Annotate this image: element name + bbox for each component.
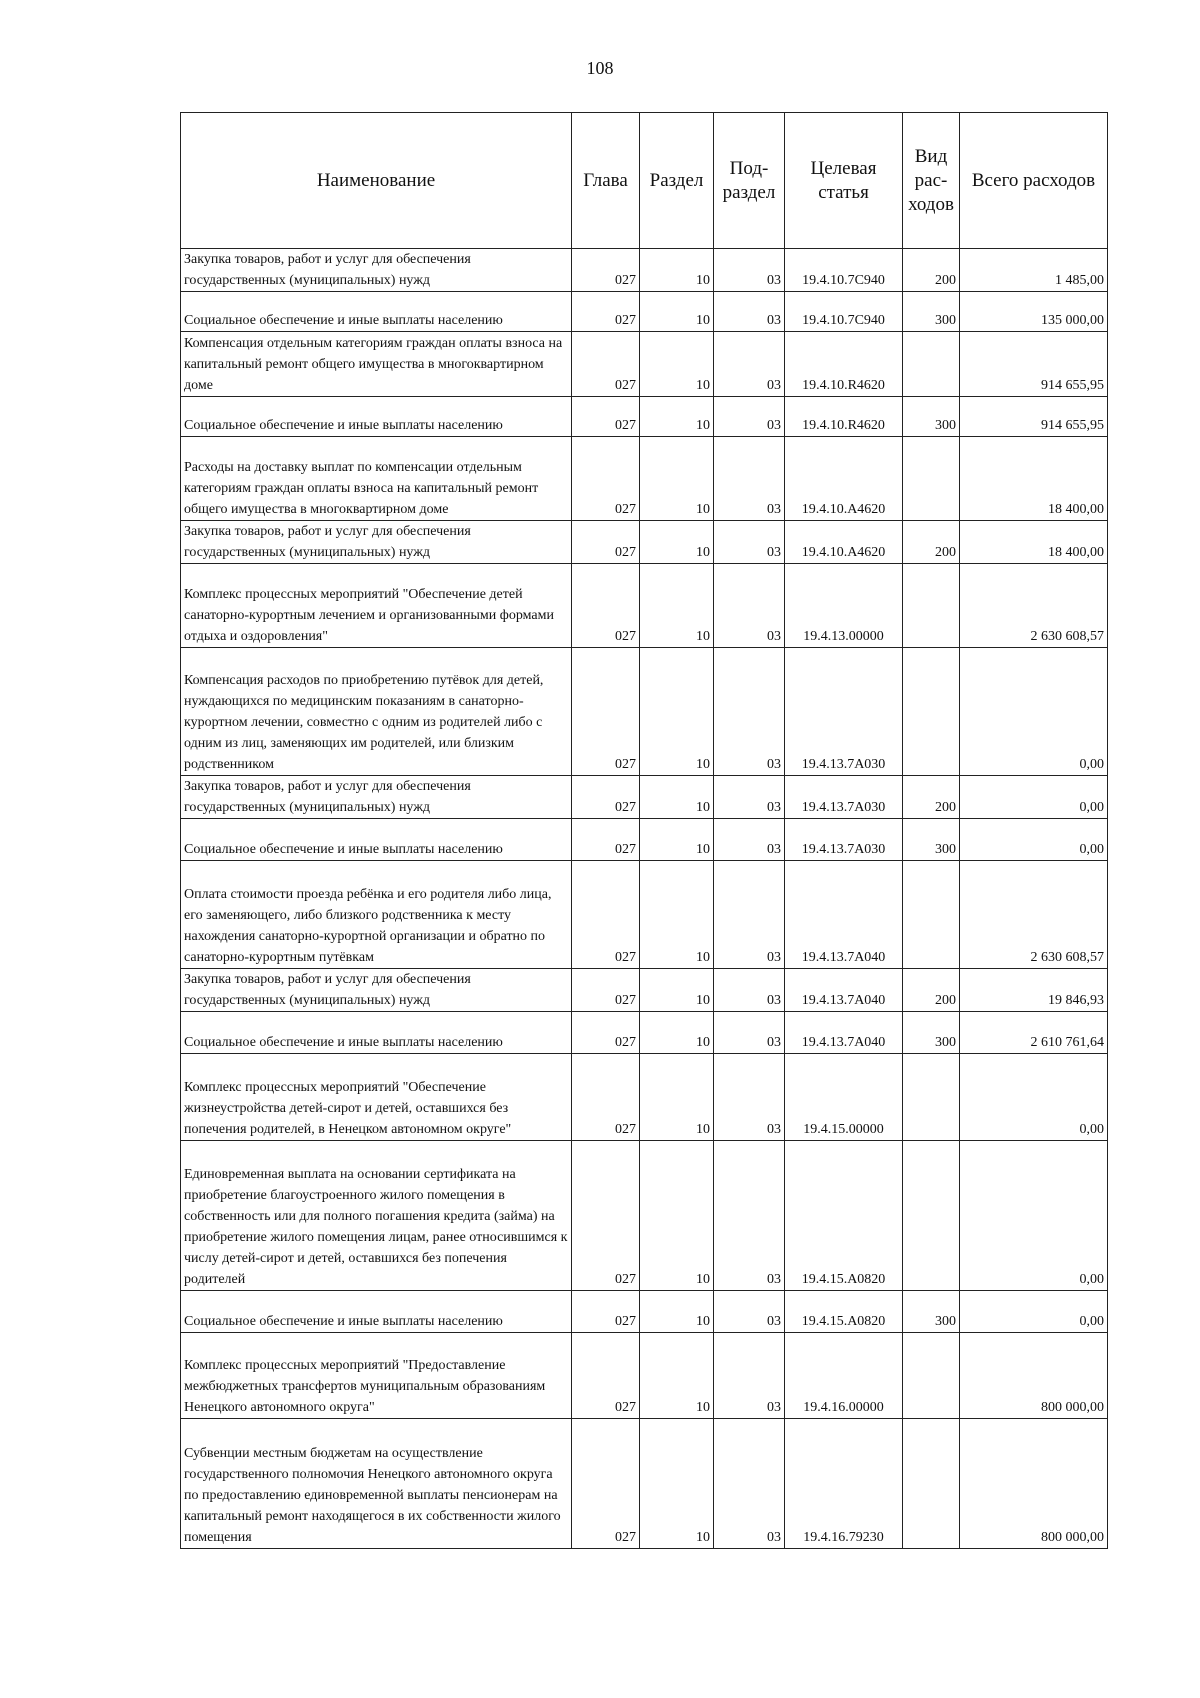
row-total: 0,00 <box>960 1141 1108 1291</box>
row-name: Социальное обеспечение и иные выплаты населению <box>181 1012 572 1054</box>
row-podrazdel: 03 <box>714 332 785 397</box>
row-name: Социальное обеспечение и иные выплаты населению <box>181 292 572 332</box>
row-razdel: 10 <box>640 1419 714 1549</box>
row-glava: 027 <box>572 776 640 819</box>
table-row <box>181 776 1108 819</box>
row-total: 18 400,00 <box>960 437 1108 521</box>
row-podrazdel: 03 <box>714 819 785 861</box>
row-podrazdel: 03 <box>714 1333 785 1419</box>
row-total: 0,00 <box>960 648 1108 776</box>
row-name: Социальное обеспечение и иные выплаты населению <box>181 397 572 437</box>
row-total: 0,00 <box>960 776 1108 819</box>
row-podrazdel: 03 <box>714 249 785 292</box>
row-vid: 200 <box>903 969 960 1012</box>
row-podrazdel: 03 <box>714 292 785 332</box>
table-row <box>181 1054 1108 1141</box>
table-row <box>181 332 1108 397</box>
row-glava: 027 <box>572 1054 640 1141</box>
row-vid: 300 <box>903 1291 960 1333</box>
row-podrazdel: 03 <box>714 1012 785 1054</box>
row-glava: 027 <box>572 437 640 521</box>
row-name: Комплекс процессных мероприятий "Обеспечение жизнеустройства детей-сирот и детей, оставшихся без попечения родителей, в Ненецком автономном округе" <box>181 1054 572 1141</box>
row-statya: 19.4.10.R4620 <box>785 332 903 397</box>
row-podrazdel: 03 <box>714 969 785 1012</box>
row-glava: 027 <box>572 564 640 648</box>
row-statya: 19.4.16.00000 <box>785 1333 903 1419</box>
table-row <box>181 1012 1108 1054</box>
row-razdel: 10 <box>640 397 714 437</box>
row-glava: 027 <box>572 969 640 1012</box>
table-row <box>181 437 1108 521</box>
row-podrazdel: 03 <box>714 861 785 969</box>
row-total: 1 485,00 <box>960 249 1108 292</box>
row-vid <box>903 1054 960 1141</box>
row-razdel: 10 <box>640 861 714 969</box>
table-row <box>181 292 1108 332</box>
row-vid <box>903 648 960 776</box>
table-row <box>181 564 1108 648</box>
table-row <box>181 1419 1108 1549</box>
table-row <box>181 397 1108 437</box>
row-name: Оплата стоимости проезда ребёнка и его родителя либо лица, его заменяющего, либо близкого родственника к месту нахождения санаторно-курортной организации и обратно по санаторно-курортным путёвкам <box>181 861 572 969</box>
table-row <box>181 819 1108 861</box>
table-row <box>181 861 1108 969</box>
row-razdel: 10 <box>640 648 714 776</box>
row-podrazdel: 03 <box>714 1054 785 1141</box>
row-total: 914 655,95 <box>960 332 1108 397</box>
row-vid: 300 <box>903 292 960 332</box>
row-total: 800 000,00 <box>960 1419 1108 1549</box>
row-statya: 19.4.13.7А030 <box>785 776 903 819</box>
header-glava: Глава <box>572 113 640 249</box>
row-glava: 027 <box>572 1141 640 1291</box>
row-podrazdel: 03 <box>714 776 785 819</box>
row-podrazdel: 03 <box>714 437 785 521</box>
row-name: Закупка товаров, работ и услуг для обеспечения государственных (муниципальных) нужд <box>181 776 572 819</box>
row-total: 19 846,93 <box>960 969 1108 1012</box>
row-glava: 027 <box>572 1333 640 1419</box>
row-glava: 027 <box>572 648 640 776</box>
row-name: Закупка товаров, работ и услуг для обеспечения государственных (муниципальных) нужд <box>181 249 572 292</box>
row-podrazdel: 03 <box>714 564 785 648</box>
row-name: Комплекс процессных мероприятий "Обеспечение детей санаторно-курортным лечением и организованными формами отдыха и оздоровления" <box>181 564 572 648</box>
row-total: 0,00 <box>960 1291 1108 1333</box>
row-razdel: 10 <box>640 969 714 1012</box>
row-statya: 19.4.15.00000 <box>785 1054 903 1141</box>
table-row <box>181 648 1108 776</box>
table-header-row <box>181 113 1108 249</box>
row-vid <box>903 437 960 521</box>
row-vid: 200 <box>903 249 960 292</box>
row-total: 2 630 608,57 <box>960 861 1108 969</box>
header-podrazdel: Под-раздел <box>714 113 785 249</box>
row-podrazdel: 03 <box>714 521 785 564</box>
row-vid <box>903 564 960 648</box>
row-total: 18 400,00 <box>960 521 1108 564</box>
row-statya: 19.4.15.А0820 <box>785 1141 903 1291</box>
table-row <box>181 249 1108 292</box>
table-row <box>181 1333 1108 1419</box>
row-razdel: 10 <box>640 1012 714 1054</box>
row-vid <box>903 861 960 969</box>
row-statya: 19.4.15.А0820 <box>785 1291 903 1333</box>
table-row <box>181 969 1108 1012</box>
table-row <box>181 1291 1108 1333</box>
row-razdel: 10 <box>640 249 714 292</box>
row-podrazdel: 03 <box>714 648 785 776</box>
row-vid <box>903 1141 960 1291</box>
row-razdel: 10 <box>640 437 714 521</box>
row-statya: 19.4.10.А4620 <box>785 437 903 521</box>
row-name: Комплекс процессных мероприятий "Предоставление межбюджетных трансфертов муниципальным образованиям Ненецкого автономного округа" <box>181 1333 572 1419</box>
row-total: 914 655,95 <box>960 397 1108 437</box>
row-name: Закупка товаров, работ и услуг для обеспечения государственных (муниципальных) нужд <box>181 521 572 564</box>
row-glava: 027 <box>572 249 640 292</box>
header-vid: Вид рас-ходов <box>903 113 960 249</box>
row-name: Расходы на доставку выплат по компенсации отдельным категориям граждан оплаты взноса на капитальный ремонт общего имущества в многоквартирном доме <box>181 437 572 521</box>
row-vid: 200 <box>903 521 960 564</box>
row-statya: 19.4.10.7С940 <box>785 249 903 292</box>
row-statya: 19.4.13.7А040 <box>785 1012 903 1054</box>
row-name: Компенсация расходов по приобретению путёвок для детей, нуждающихся по медицинским показаниям в санаторно-курортном лечении, совместно с одним из родителей либо с одним из лиц, заменяющих им родителей, или близким родственником <box>181 648 572 776</box>
row-statya: 19.4.10.А4620 <box>785 521 903 564</box>
row-vid: 200 <box>903 776 960 819</box>
row-statya: 19.4.13.7А040 <box>785 969 903 1012</box>
row-razdel: 10 <box>640 292 714 332</box>
row-razdel: 10 <box>640 1054 714 1141</box>
row-name: Субвенции местным бюджетам на осуществление государственного полномочия Ненецкого автономного округа по предоставлению единовременной выплаты пенсионерам на капитальный ремонт находящегося в их собственности жилого помещения <box>181 1419 572 1549</box>
row-total: 2 610 761,64 <box>960 1012 1108 1054</box>
row-vid <box>903 1419 960 1549</box>
budget-table <box>180 112 1108 1549</box>
row-glava: 027 <box>572 521 640 564</box>
row-glava: 027 <box>572 861 640 969</box>
header-statya: Целевая статья <box>785 113 903 249</box>
row-vid <box>903 1333 960 1419</box>
header-razdel: Раздел <box>640 113 714 249</box>
row-total: 2 630 608,57 <box>960 564 1108 648</box>
row-razdel: 10 <box>640 1141 714 1291</box>
row-name: Единовременная выплата на основании сертификата на приобретение благоустроенного жилого помещения в собственность или для полного погашения кредита (займа) на приобретение жилого помещения лицам, ранее относившимся к числу детей-сирот и детей, оставшихся без попечения родителей <box>181 1141 572 1291</box>
table-row <box>181 521 1108 564</box>
row-statya: 19.4.16.79230 <box>785 1419 903 1549</box>
row-total: 135 000,00 <box>960 292 1108 332</box>
row-glava: 027 <box>572 819 640 861</box>
header-total: Всего расходов <box>960 113 1108 249</box>
row-vid <box>903 332 960 397</box>
row-razdel: 10 <box>640 819 714 861</box>
row-glava: 027 <box>572 397 640 437</box>
row-razdel: 10 <box>640 332 714 397</box>
row-razdel: 10 <box>640 1333 714 1419</box>
row-podrazdel: 03 <box>714 397 785 437</box>
row-podrazdel: 03 <box>714 1419 785 1549</box>
row-statya: 19.4.10.R4620 <box>785 397 903 437</box>
table-row <box>181 1141 1108 1291</box>
row-statya: 19.4.10.7С940 <box>785 292 903 332</box>
row-statya: 19.4.13.7А040 <box>785 861 903 969</box>
row-razdel: 10 <box>640 521 714 564</box>
row-name: Социальное обеспечение и иные выплаты населению <box>181 819 572 861</box>
row-razdel: 10 <box>640 564 714 648</box>
row-glava: 027 <box>572 1012 640 1054</box>
row-vid: 300 <box>903 1012 960 1054</box>
header-name: Наименование <box>181 113 572 249</box>
row-podrazdel: 03 <box>714 1291 785 1333</box>
row-glava: 027 <box>572 292 640 332</box>
row-name: Компенсация отдельным категориям граждан оплаты взноса на капитальный ремонт общего имущества в многоквартирном доме <box>181 332 572 397</box>
row-statya: 19.4.13.7А030 <box>785 648 903 776</box>
row-podrazdel: 03 <box>714 1141 785 1291</box>
row-razdel: 10 <box>640 776 714 819</box>
row-razdel: 10 <box>640 1291 714 1333</box>
row-total: 800 000,00 <box>960 1333 1108 1419</box>
row-statya: 19.4.13.00000 <box>785 564 903 648</box>
row-glava: 027 <box>572 332 640 397</box>
row-vid: 300 <box>903 819 960 861</box>
row-name: Социальное обеспечение и иные выплаты населению <box>181 1291 572 1333</box>
row-vid: 300 <box>903 397 960 437</box>
row-glava: 027 <box>572 1291 640 1333</box>
row-name: Закупка товаров, работ и услуг для обеспечения государственных (муниципальных) нужд <box>181 969 572 1012</box>
row-glava: 027 <box>572 1419 640 1549</box>
row-total: 0,00 <box>960 819 1108 861</box>
row-total: 0,00 <box>960 1054 1108 1141</box>
page-number: 108 <box>586 58 614 78</box>
row-statya: 19.4.13.7А030 <box>785 819 903 861</box>
